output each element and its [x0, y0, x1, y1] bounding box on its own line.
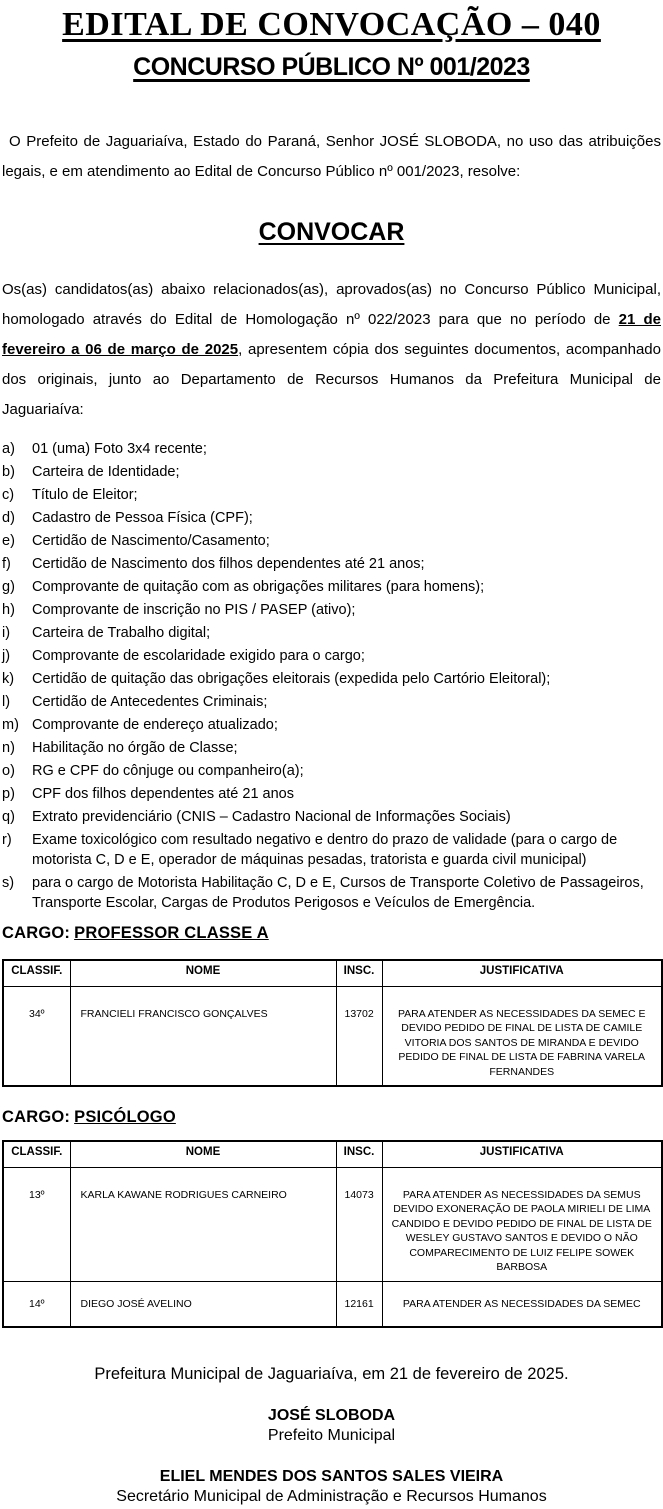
cell-insc: 12161: [336, 1281, 382, 1327]
list-item-text: Título de Eleitor;: [32, 487, 138, 503]
table-row: [3, 1167, 662, 1281]
list-item-marker: k): [2, 671, 15, 687]
list-item-text: Comprovante de inscrição no PIS / PASEP (ativo);: [32, 602, 356, 618]
list-item: [2, 784, 661, 804]
list-item: [2, 485, 661, 505]
documents-list: [2, 439, 661, 913]
list-item-text: Carteira de Trabalho digital;: [32, 625, 211, 641]
list-item-text: para o cargo de Motorista Habilitação C, D e E, Cursos de Transporte Coletivo de Passageiros, Transporte Escolar, Cargas de Produtos Perigosos e Veículos de Emergência.: [32, 875, 644, 911]
professor-table: [2, 959, 663, 1087]
list-item: [2, 577, 661, 597]
cell-classif: 34º: [3, 986, 70, 1086]
column-header-classif: CLASSIF.: [3, 960, 70, 986]
list-item-text: Comprovante de endereço atualizado;: [32, 717, 278, 733]
list-item-marker: n): [2, 740, 15, 756]
list-item: [2, 554, 661, 574]
cell-classif: 13º: [3, 1167, 70, 1281]
list-item: [2, 600, 661, 620]
signature-name: JOSÉ SLOBODA: [267, 1407, 396, 1424]
list-item: [2, 623, 661, 643]
cell-nome: KARLA KAWANE RODRIGUES CARNEIRO: [70, 1167, 336, 1281]
signature-block-secretario: [2, 1467, 661, 1506]
list-item: [2, 439, 661, 459]
list-item-text: RG e CPF do cônjuge ou companheiro(a);: [32, 763, 304, 779]
table-row: [3, 1281, 662, 1327]
list-item-marker: f): [2, 556, 11, 572]
intro-paragraph: O Prefeito de Jaguariaíva, Estado do Paraná, Senhor JOSÉ SLOBODA, no uso das atribuições legais, e em atendimento ao Edital de Concurso Público nº 001/2023, resolve:: [2, 133, 661, 180]
cargo-label: CARGO:: [2, 1108, 71, 1126]
list-item-marker: d): [2, 510, 15, 526]
list-item-text: 01 (uma) Foto 3x4 recente;: [32, 441, 207, 457]
list-item-text: Extrato previdenciário (CNIS – Cadastro Nacional de Informações Sociais): [32, 809, 511, 825]
list-item-marker: l): [2, 694, 11, 710]
signature-role: Prefeito Municipal: [267, 1427, 396, 1444]
list-item-marker: c): [2, 487, 15, 503]
document-page: [0, 6, 663, 1506]
list-item-marker: e): [2, 533, 15, 549]
list-item-text: Certidão de Nascimento/Casamento;: [32, 533, 270, 549]
list-item: [2, 646, 661, 666]
list-item: [2, 692, 661, 712]
cell-justificativa: PARA ATENDER AS NECESSIDADES DA SEMEC: [382, 1281, 662, 1327]
list-item: [2, 462, 661, 482]
list-item-text: Carteira de Identidade;: [32, 464, 180, 480]
cargo-name: PROFESSOR CLASSE A: [74, 924, 269, 942]
list-item-marker: h): [2, 602, 15, 618]
list-item-marker: r): [2, 832, 12, 848]
column-header-nome: NOME: [70, 1141, 336, 1167]
psicologo-table: [2, 1140, 663, 1328]
list-item: [2, 715, 661, 735]
list-item-marker: b): [2, 464, 15, 480]
list-item-marker: p): [2, 786, 15, 802]
list-item-marker: g): [2, 579, 15, 595]
cell-nome: DIEGO JOSÉ AVELINO: [70, 1281, 336, 1327]
date-place-line: Prefeitura Municipal de Jaguariaíva, em 21 de fevereiro de 2025.: [94, 1365, 569, 1383]
column-header-nome: NOME: [70, 960, 336, 986]
column-header-justificativa: JUSTIFICATIVA: [382, 1141, 662, 1167]
list-item-marker: s): [2, 875, 15, 891]
list-item-marker: o): [2, 763, 15, 779]
list-item-text: CPF dos filhos dependentes até 21 anos: [32, 786, 294, 802]
cell-nome: FRANCIELI FRANCISCO GONÇALVES: [70, 986, 336, 1086]
signature-role: Secretário Municipal de Administração e Recursos Humanos: [116, 1488, 547, 1505]
list-item: [2, 830, 661, 870]
list-item-text: Certidão de Antecedentes Criminais;: [32, 694, 268, 710]
column-header-insc: INSC.: [336, 960, 382, 986]
list-item-text: Certidão de Nascimento dos filhos dependentes até 21 anos;: [32, 556, 425, 572]
document-title: EDITAL DE CONVOCAÇÃO – 040: [62, 6, 601, 43]
table-header-row: [3, 1141, 662, 1167]
list-item: [2, 531, 661, 551]
cell-justificativa: PARA ATENDER AS NECESSIDADES DA SEMUS DEVIDO EXONERAÇÃO DE PAOLA MIRIELI DE LIMA CANDIDO E DEVIDO PEDIDO DE FINAL DE LISTA DE WESLEY GUSTAVO SANTOS E DEVIDO O NÃO COMPARECIMENTO DE LUIZ FELIPE SOWEK BARBOSA: [382, 1167, 662, 1281]
list-item-marker: a): [2, 441, 15, 457]
cell-insc: 13702: [336, 986, 382, 1086]
list-item-text: Exame toxicológico com resultado negativo e dentro do prazo de validade (para o cargo de motorista C, D e E, operador de máquinas pesadas, tratorista e guarda civil municipal): [32, 832, 618, 868]
list-item-text: Comprovante de escolaridade exigido para o cargo;: [32, 648, 365, 664]
column-header-justificativa: JUSTIFICATIVA: [382, 960, 662, 986]
list-item: [2, 508, 661, 528]
cell-justificativa: PARA ATENDER AS NECESSIDADES DA SEMEC E DEVIDO PEDIDO DE FINAL DE LISTA DE CAMILE VITORIA DOS SANTOS DE MIRANDA E DEVIDO PEDIDO DE FINAL DE LISTA DE FABRINA VARELA FERNANDES: [382, 986, 662, 1086]
list-item: [2, 873, 661, 913]
paragraph-text-after: , apresentem cópia dos seguintes documentos, acompanhado dos originais, junto ao Departamento de Recursos Humanos da Prefeitura Municipal de Jaguariaíva:: [2, 341, 661, 418]
list-item-text: Certidão de quitação das obrigações eleitorais (expedida pelo Cartório Eleitoral);: [32, 671, 551, 687]
date-range-emphasis: 21 de fevereiro a 06 de março de 2025: [2, 311, 661, 358]
list-item-marker: j): [2, 648, 11, 664]
list-item-text: Cadastro de Pessoa Física (CPF);: [32, 510, 253, 526]
signature-block-prefeito: [2, 1406, 661, 1445]
cargo-name: PSICÓLOGO: [74, 1108, 176, 1126]
paragraph-text-before: Os(as) candidatos(as) abaixo relacionados(as), aprovados(as) no Concurso Público Municipal, homologado através do Edital de Homologação nº 022/2023 para que no período de: [2, 281, 661, 328]
signature-name: ELIEL MENDES DOS SANTOS SALES VIEIRA: [159, 1468, 504, 1485]
cell-insc: 14073: [336, 1167, 382, 1281]
cargo-label: CARGO:: [2, 924, 71, 942]
list-item-marker: m): [2, 717, 19, 733]
list-item-text: Habilitação no órgão de Classe;: [32, 740, 238, 756]
list-item-text: Comprovante de quitação com as obrigações militares (para homens);: [32, 579, 485, 595]
cargo-heading-professor: [2, 923, 661, 943]
cell-classif: 14º: [3, 1281, 70, 1327]
list-item: [2, 738, 661, 758]
cargo-heading-psicologo: [2, 1107, 661, 1127]
document-subtitle: CONCURSO PÚBLICO Nº 001/2023: [133, 53, 530, 81]
table-header-row: [3, 960, 662, 986]
column-header-classif: CLASSIF.: [3, 1141, 70, 1167]
list-item: [2, 761, 661, 781]
list-item: [2, 669, 661, 689]
list-item-marker: i): [2, 625, 11, 641]
column-header-insc: INSC.: [336, 1141, 382, 1167]
convocation-paragraph: [2, 275, 661, 425]
list-item-marker: q): [2, 809, 15, 825]
convocar-heading: CONVOCAR: [258, 218, 405, 246]
table-row: [3, 986, 662, 1086]
list-item: [2, 807, 661, 827]
